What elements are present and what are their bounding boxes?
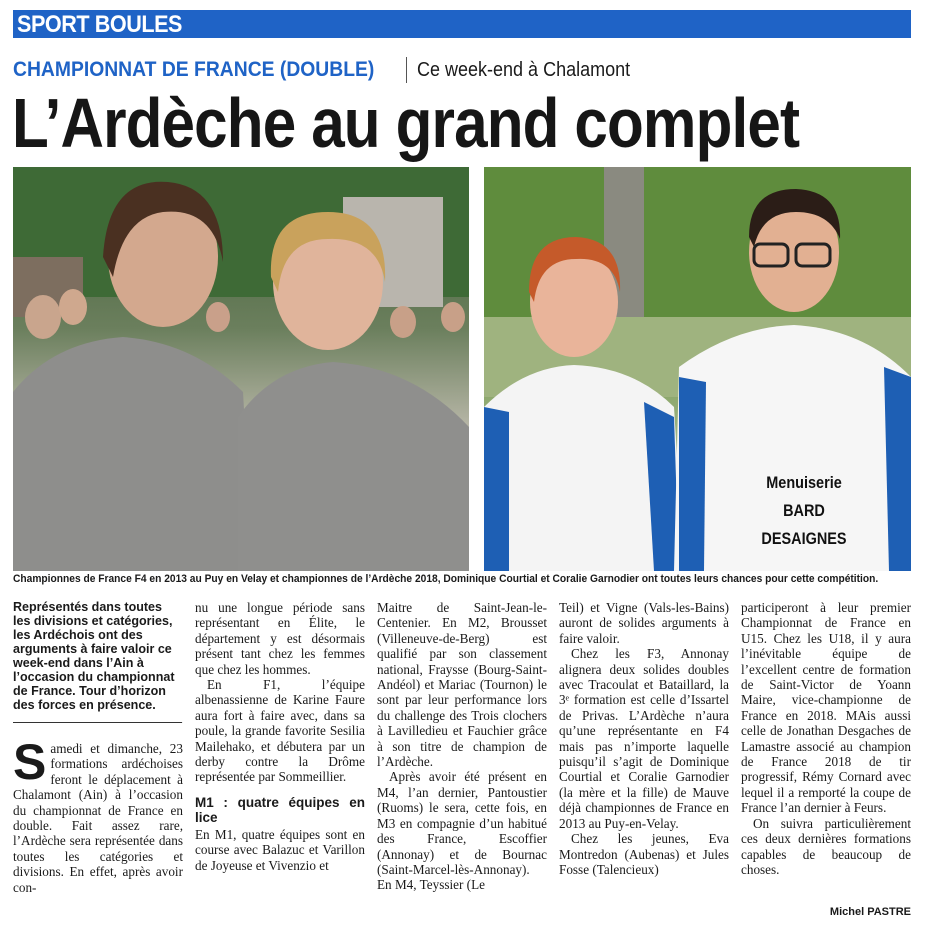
photo-young-men <box>484 167 911 571</box>
photo-women-illustration <box>13 167 469 571</box>
article-paragraph: Teil) et Vigne (Vals-les-Bains) auront de solides arguments à faire valoir. <box>559 600 729 646</box>
article-subhead: M1 : quatre équipes en lice <box>195 794 365 825</box>
drop-cap: S <box>13 734 47 790</box>
rubric-label: SPORT BOULES <box>17 11 183 38</box>
article-paragraph: En M1, quatre équipes sont en course avec Balazuc et Varillon de Joyeuse et Vivenzio et <box>195 826 365 873</box>
article-column-2 <box>195 600 365 930</box>
article-paragraph: Maitre de Saint-Jean-le-Centenier. En M2, Brousset (Villeneuve-de-Berg) est qualifié par son classement national, Fraysse (Bourg-Saint-Andéol) et Mariac (Tournon) le sont par leur performance lors du challenge des Trois clochers à Lavilledieu et Fauchier grâce à son titre de champion de l’Ardèche. <box>377 600 547 770</box>
kicker <box>13 55 654 85</box>
headline: L’Ardèche au grand complet <box>12 84 800 162</box>
article-paragraph: participeront à leur premier Championnat de France en U15. Chez les U18, il y aura l’inévitable équipe de l’excellent centre de formation de Saint-Victor de Yoann Maire, vice-championne de France en 2018. MAis aussi celle de Jonathan Desgaches de Lamastre associé au champion de France 2018 de tir progressif, Rémy Cornard avec lequel il a remporté la coupe de France l’an dernier à Feurs. <box>741 600 911 816</box>
article-paragraph: amedi et dimanche, 23 formations ardéchoises feront le déplacement à Chalamont (Ain) à l’occasion du championnat de France en double. Fait assez rare, l’Ardèche sera représentée dans toutes les catégories et divisions. En effet, après avoir con- <box>13 741 183 895</box>
photo-women <box>13 167 469 571</box>
article-column-3 <box>377 600 547 930</box>
article-paragraph: Chez les F3, Annonay alignera deux solides doubles avec Tracoulat et Bataillard, la 3ᵉ formation est celle d’Issartel de Privas. L’Ardèche n’aura qu’une représentante en F4 mais pas n’importe laquelle puisqu’il s’agit de Dominique Courtial et Coralie Garnodier (la mère et la fille) de Mauve déjà championnes de France en 2013 au Puy-en-Velay. <box>559 646 729 831</box>
shirt-sponsor <box>749 469 860 553</box>
kicker-separator <box>406 57 407 83</box>
photo-caption: Championnes de France F4 en 2013 au Puy en Velay et championnes de l’Ardèche 2018, Dominique Courtial et Coralie Garnodier ont toutes leurs chances pour cette compétition. <box>13 573 879 585</box>
article-column-5 <box>741 600 911 930</box>
article-opening <box>13 734 183 895</box>
shirt-sponsor-line2: DESAIGNES <box>761 529 847 548</box>
author-signature: Michel PASTRE <box>829 906 911 918</box>
article-paragraph: Chez les jeunes, Eva Montredon (Aubenas) et Jules Fosse (Talencieux) <box>559 831 729 877</box>
rubric-bar <box>13 10 911 38</box>
kicker-main: CHAMPIONNAT DE FRANCE (DOUBLE) <box>13 58 375 81</box>
article-lead: Représentés dans toutes les divisions et catégories, les Ardéchois ont des arguments à faire valoir ce week-end dans l’Ain à l’occasion du championnat de France. Tour d’horizon des forces en présence. <box>13 600 182 723</box>
shirt-sponsor-line1: Menuiserie BARD <box>766 473 842 520</box>
kicker-secondary: Ce week-end à Chalamont <box>417 58 631 81</box>
article-column-1 <box>13 600 183 930</box>
article-paragraph: On suivra particulièrement ces deux dernières formations capables de beaucoup de choses. <box>741 815 911 877</box>
article-paragraph: Après avoir été présent en M4, l’an dernier, Pantoustier (Ruoms) le sera, cette fois, en M3 en compagnie d’un habitué des France, Escoffier (Annonay) et de Bournac (Saint-Marcel-lès-Annonay). En M4, Teyssier (Le <box>377 769 547 893</box>
article-paragraph: En F1, l’équipe albenassienne de Karine Faure aura fort à faire avec, dans sa poule, la grande favorite Sesilia Mailehako, et débutera par un derby contre la Drôme représentée par Sommeillier. <box>195 677 365 785</box>
article-paragraph: nu une longue période sans représentant en Élite, le département y est désormais présent tant chez les femmes que chez les hommes. <box>195 600 365 677</box>
article-column-4 <box>559 600 729 930</box>
